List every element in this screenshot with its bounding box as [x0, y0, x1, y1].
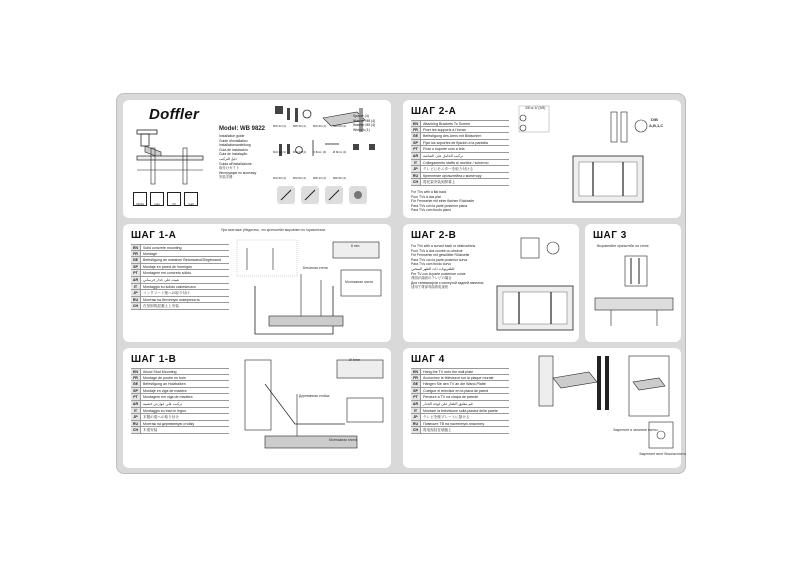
language-code: EN	[131, 245, 141, 250]
language-code: CH	[131, 427, 141, 433]
step-2b-illustration	[491, 234, 577, 338]
step-1a-callout-drill: 8 mm	[351, 244, 360, 248]
guide-title: Installationsanleitung	[219, 143, 251, 148]
step-4-callout-tighten: Закрепите и затяните винты	[613, 428, 658, 432]
language-text: Fixar o suporte com a tela	[423, 147, 465, 152]
hardware-label: D 8mm (4)	[313, 150, 327, 154]
language-code: JP	[131, 290, 141, 296]
hardware-label: M6×12 (4)	[273, 124, 286, 128]
step-4-illustration	[519, 352, 677, 464]
spec-icons	[133, 192, 198, 206]
hardware-label: M6×30 (4)	[313, 124, 326, 128]
step-note: Para TVs com fundo curvo	[411, 262, 452, 267]
step-2a-panel	[403, 100, 681, 218]
guide-title: Инструкция по монтажу	[219, 170, 257, 175]
hardware-label: M8×50 (4)	[333, 124, 346, 128]
hardware-label: M8×12 (4)	[313, 176, 326, 180]
language-row	[411, 133, 509, 140]
accessory-label: Washer M8 (4)	[353, 118, 376, 123]
language-code: GE	[411, 133, 421, 139]
language-code: SP	[411, 140, 421, 146]
language-text: Attaching Brackets To Screen	[423, 122, 471, 126]
hardware-label: M8×30 (4)	[293, 124, 306, 128]
language-code: CH	[131, 303, 141, 309]
language-code: JP	[411, 414, 421, 420]
guide-title: 安装手册	[219, 175, 233, 180]
model-number: Model: WB 9822	[219, 126, 266, 132]
language-row	[411, 173, 509, 180]
language-row	[411, 153, 509, 160]
language-code: RU	[411, 173, 421, 179]
language-text: تثبيت على جدار خرساني	[143, 277, 180, 282]
language-text: テレビを壁プレートに掛ける	[423, 415, 470, 420]
weight-icon: max	[150, 192, 164, 206]
language-row	[131, 401, 229, 408]
language-code: AR	[411, 153, 421, 159]
language-row	[411, 166, 509, 173]
step-4-panel	[403, 348, 686, 468]
step-1b-language-table	[131, 368, 229, 434]
step-note: Pour TVs à dos courbé ou obstrué	[411, 248, 463, 253]
language-row	[131, 414, 229, 421]
step-1b-callout-stud: Деревянная стойка	[299, 394, 330, 398]
guide-title: Guida all'installazione	[219, 161, 252, 166]
accessory-label: Wrench (1)	[353, 127, 370, 132]
step-note: Para TVs con la parte posterior curva	[411, 257, 468, 262]
language-text: Montage de poutre en bois	[143, 375, 186, 380]
brand-logo: Doffler	[149, 106, 200, 123]
language-text: 将电视挂在墙板上	[423, 428, 452, 433]
language-text: تركيب الحامل على الشاشة	[423, 153, 464, 158]
language-code: GE	[131, 381, 141, 387]
language-row	[411, 179, 509, 186]
step-3-title: ШАГ 3	[593, 230, 627, 241]
step-4-language-table	[411, 368, 509, 434]
language-row	[131, 251, 229, 258]
wall-type-icon: wall	[184, 192, 198, 206]
step-1b-callout-drill: Ø 4mm	[349, 358, 361, 362]
language-code: AR	[131, 401, 141, 407]
language-code: PT	[411, 394, 421, 400]
language-row	[131, 388, 229, 395]
language-row	[131, 303, 229, 310]
step-note: للتلفزيونات ذات الظهر المنحني	[411, 266, 455, 271]
tv-size-icon: TV	[167, 192, 181, 206]
language-text: Montaje en pared de hormigón	[143, 264, 192, 269]
step-note: Für Fernseher mit gewölbter Rückseite	[411, 253, 470, 258]
hardware-label-list	[273, 124, 383, 180]
step-1a-title: ШАГ 1-A	[131, 230, 177, 241]
language-text: Befestigung des Arms mit Bildschirm	[423, 134, 482, 139]
step-2a-callout-abc: A,B,1,C	[649, 123, 664, 128]
language-code: JP	[411, 166, 421, 172]
language-text: Fijar los soportes de fijación a la pantalla	[423, 140, 488, 145]
step-1a-caption: При монтаже убедитесь, что кронштейн выровнен по горизонтали	[221, 228, 326, 232]
language-code: FR	[131, 251, 141, 257]
manual-sheet	[116, 93, 686, 474]
language-code: EN	[131, 369, 141, 374]
language-code: RU	[131, 421, 141, 427]
language-text: Hang the TV onto the wall plate	[423, 370, 474, 374]
language-row	[411, 127, 509, 134]
step-4-title: ШАГ 4	[411, 354, 445, 365]
language-code: SP	[411, 388, 421, 394]
step-1a-panel	[123, 224, 391, 342]
language-text: 在坚固的混凝土上安装	[143, 304, 179, 309]
step-1a-language-table	[131, 244, 229, 310]
step-3-panel	[585, 224, 681, 342]
language-code: RU	[131, 297, 141, 303]
step-1b-title: ШАГ 1-B	[131, 354, 177, 365]
language-row	[411, 408, 509, 415]
language-text: Collegamento staffa al monitor / schermo	[423, 160, 489, 165]
guide-title-list	[219, 134, 256, 180]
language-code: PT	[411, 146, 421, 152]
language-text: Pendure a TV na chapa de parede	[423, 395, 479, 400]
step-note: Para TVs con la parte posterior plana	[411, 203, 468, 208]
hardware-label: M8×30 (4)	[333, 176, 346, 180]
language-text: Montaje en viga de madera	[143, 388, 187, 393]
language-code: PT	[131, 270, 141, 276]
step-2a-title: ШАГ 2-A	[411, 106, 457, 117]
language-row	[411, 394, 509, 401]
step-1b-callout-plate: Монтажная плита	[329, 438, 357, 442]
language-code: EN	[411, 121, 421, 126]
language-row	[131, 421, 229, 428]
step-4-callout-safety: Закрепите винт безопасности	[639, 452, 686, 456]
language-code: IT	[411, 160, 421, 166]
language-row	[131, 427, 229, 434]
step-note: Für Fernseher mit einer flachen Rückseite	[411, 199, 475, 204]
language-text: Befestigung an Holzbalken	[143, 382, 186, 387]
language-text: Монтаж на деревянную стойку	[143, 421, 195, 426]
language-text: Wood Stud Mounting	[143, 370, 177, 374]
language-row	[131, 375, 229, 382]
language-row	[131, 408, 229, 415]
language-text: Fixer les supports à l'écran	[423, 127, 466, 132]
language-text: Повесьте ТВ на настенную пластину	[423, 421, 485, 426]
language-row	[131, 277, 229, 284]
step-1a-callout-wall: Бетонная стена	[303, 266, 328, 270]
mount-illustration	[131, 126, 209, 188]
language-text: 木梁安装	[143, 428, 158, 433]
step-note: 适用于背部弯曲的电视机	[411, 285, 449, 290]
language-row	[411, 160, 509, 167]
accessory-label-list	[353, 114, 375, 132]
language-row	[131, 394, 229, 401]
language-text: Montagem em viga de madeira	[143, 395, 193, 400]
step-2a-callout-db: D/B	[651, 117, 658, 122]
language-text: テレビにモニターを取り付ける	[423, 167, 474, 172]
language-row	[411, 401, 509, 408]
language-code: SP	[131, 264, 141, 270]
language-code: FR	[411, 127, 421, 133]
language-text: Cuelgue el televisor en la placa de pared	[423, 388, 489, 393]
language-text: Befestigung an massiver Betonwand/Ziegelwand	[143, 258, 221, 263]
vesa-icon: VESA	[133, 192, 147, 206]
language-row	[411, 146, 509, 153]
language-text: Montage	[143, 251, 157, 256]
step-1a-illustration	[229, 234, 389, 338]
hardware-label: M5×30 (4)	[293, 176, 306, 180]
language-code: IT	[411, 408, 421, 414]
language-row	[411, 381, 509, 388]
language-text: 木製の梁への取り付け	[143, 415, 179, 420]
language-code: FR	[411, 375, 421, 381]
language-row	[131, 368, 229, 375]
language-code: FR	[131, 375, 141, 381]
guide-title: Guide d'installation	[219, 138, 248, 143]
language-code: IT	[131, 408, 141, 414]
language-row	[131, 284, 229, 291]
step-note: 背面が曲面のテレビの場合	[411, 276, 452, 281]
language-text: Крепление кронштейна к монитору	[423, 173, 482, 178]
language-text: コンクリート壁への取り付け	[143, 291, 190, 296]
step-note: For TVs with a flat back	[411, 190, 447, 194]
accessory-label: Spacer (4)	[353, 114, 369, 118]
language-row	[411, 414, 509, 421]
language-code: EN	[411, 369, 421, 374]
language-row	[411, 427, 509, 434]
step-1b-illustration	[235, 354, 385, 464]
language-text: Accrochez le téléviseur sur la plaque murale	[423, 375, 494, 380]
guide-title: Installation guide	[219, 134, 245, 138]
language-text: 将托架安装到屏幕上	[423, 180, 456, 185]
hardware-label: M4×30 (4)	[273, 176, 286, 180]
language-row	[131, 381, 229, 388]
language-code: CH	[411, 179, 421, 185]
language-text: Hängen Sie den TV an die Wand-Platte	[423, 382, 486, 387]
language-code: PT	[131, 394, 141, 400]
language-text: Montaggio su solido calcestruzzo	[143, 284, 196, 289]
language-row	[131, 264, 229, 271]
language-text: Solid concrete mounting	[143, 246, 182, 250]
hardware-label: Ø 8mm (4)	[333, 150, 347, 154]
language-code: GE	[411, 381, 421, 387]
step-2b-panel	[403, 224, 579, 342]
language-code: GE	[131, 257, 141, 263]
step-note: For TVs with a curved back or obstructions	[411, 244, 476, 248]
step-2a-callout-size: 3/8 or 4/ (3/8)	[525, 106, 546, 110]
step-1a-callout-plate: Монтажная плита	[345, 280, 373, 284]
step-note: Per TV con la parte posteriore curva	[411, 271, 466, 276]
cover-panel	[123, 100, 391, 218]
step-2a-language-table	[411, 120, 509, 186]
language-text: Montaggio su travi in legno	[143, 408, 186, 413]
language-code: RU	[411, 421, 421, 427]
accessory-label: Washer M5 (4)	[353, 123, 376, 128]
language-row	[411, 368, 509, 375]
step-note: Pour TVs à dos plat	[411, 194, 441, 199]
language-row	[411, 120, 509, 127]
step-note: Для телевизоров с изогнутой задней панелью	[411, 280, 484, 285]
hardware-label: M4×12 (4)	[273, 150, 286, 154]
step-1b-panel	[123, 348, 391, 468]
language-row	[411, 388, 509, 395]
language-code: JP	[131, 414, 141, 420]
language-row	[411, 421, 509, 428]
hardware-label: M5×12 (4)	[293, 150, 306, 154]
language-text: Montagem em concreto sólido	[143, 271, 192, 276]
language-code: CH	[411, 427, 421, 433]
language-row	[131, 257, 229, 264]
guide-title: Guia de Instalação	[219, 152, 248, 157]
language-text: Монтаж на бетонную поверхность	[143, 297, 200, 302]
language-row	[131, 270, 229, 277]
step-3-illustration	[591, 250, 677, 338]
language-row	[411, 140, 509, 147]
guide-title: 取付けガイド	[219, 166, 240, 171]
step-3-caption: Выровняйте кронштейн на стене	[597, 244, 649, 248]
language-code: AR	[411, 401, 421, 407]
step-2b-title: ШАГ 2-B	[411, 230, 457, 241]
language-text: تركيب على عوارض خشبية	[143, 401, 183, 406]
language-row	[131, 244, 229, 251]
language-row	[411, 375, 509, 382]
language-row	[131, 297, 229, 304]
step-note: Para TVs com fundo plano	[411, 208, 452, 213]
guide-title: دليل التركيب	[219, 156, 237, 161]
language-row	[131, 290, 229, 297]
guide-title: Guía de instalación	[219, 147, 249, 152]
language-text: قم بتعليق التلفاز على لوحة الجدار	[423, 401, 473, 406]
language-text: Montare la televisione sulla piastra della parete	[423, 408, 498, 413]
language-code: AR	[131, 277, 141, 283]
language-code: IT	[131, 284, 141, 290]
language-code: SP	[131, 388, 141, 394]
